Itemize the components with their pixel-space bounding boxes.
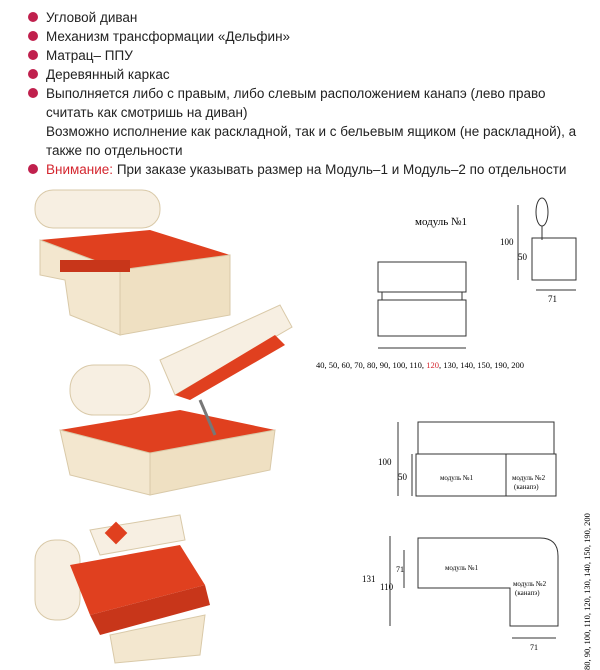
feature-item: Выполняется либо с правым, либо слевым расположением канапэ (лево право считать как смотришь на диван) [28,84,588,122]
bullet-icon [28,164,38,174]
feature-list [28,8,588,179]
vertical-sizes: 80, 90, 100, 110, 120, 130, 140, 150, 190, 200 [582,513,592,670]
svg-text:131: 131 [362,574,376,584]
notice-item [28,160,588,179]
svg-text:(канапэ): (канапэ) [515,589,540,597]
sofa-photo-1 [35,190,230,335]
svg-text:71: 71 [530,643,538,652]
svg-text:71: 71 [396,565,404,574]
svg-text:50: 50 [398,472,407,482]
svg-text:модуль №1: модуль №1 [440,474,474,482]
module1-sizes: 40, 50, 60, 70, 80, 90, 100, 110, 120, 130, 140, 150, 190, 200 [316,360,524,370]
notice-text: При заказе указывать размер на Модуль–1 и Модуль–2 по отдельности [116,162,567,177]
module1-front-view [378,262,466,348]
svg-text:71: 71 [548,294,557,304]
svg-text:модуль №2: модуль №2 [513,580,547,588]
module1-title: модуль №1 [415,216,468,228]
svg-text:100: 100 [500,237,514,247]
notice-label: Внимание: [46,162,114,177]
svg-text:110: 110 [380,582,394,592]
feature-extra: Возможно исполнение как раскладной, так и с бельевым ящиком (не раскладной), а также по отдельности [46,124,577,158]
bullet-icon [28,88,38,98]
svg-text:модуль №2: модуль №2 [512,474,546,482]
svg-text:50: 50 [518,252,527,262]
bullet-icon [28,31,38,41]
technical-drawings [300,190,600,670]
sofa-photos [30,185,320,665]
svg-text:модуль №1: модуль №1 [445,564,479,572]
bullet-icon [28,69,38,79]
sofa-photo-2 [60,305,292,495]
sofa-photo-3 [35,515,210,663]
bullet-icon [28,12,38,22]
svg-text:(канапэ): (канапэ) [514,483,539,491]
feature-item: Деревянный каркас [28,65,588,84]
bullet-icon [28,50,38,60]
svg-text:100: 100 [378,457,392,467]
module1-side-view [518,198,576,290]
feature-item: Угловой диван [28,8,588,27]
feature-item: Матрац– ППУ [28,46,588,65]
feature-item: Механизм трансформации «Дельфин» [28,27,588,46]
